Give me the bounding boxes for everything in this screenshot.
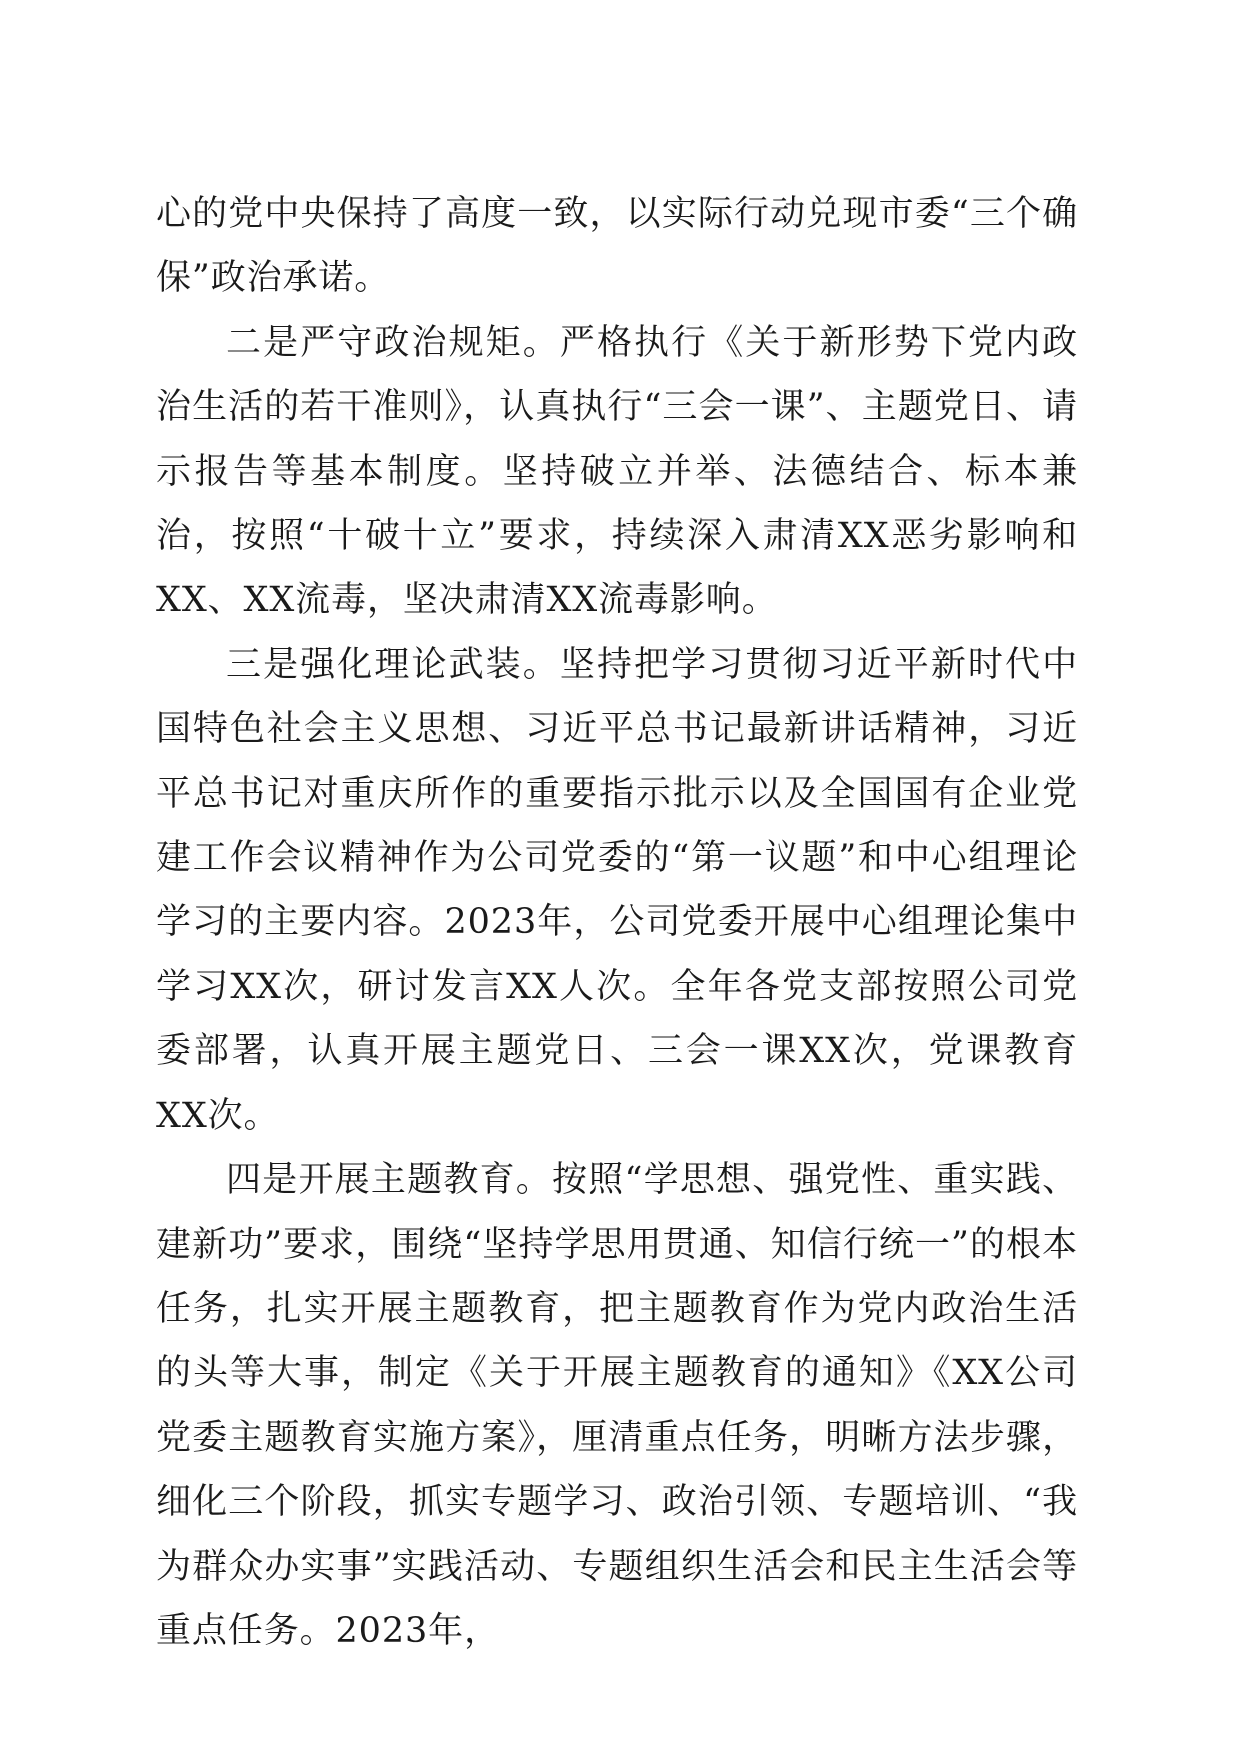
paragraph-political-rules: 二是严守政治规矩。严格执行《关于新形势下党内政治生活的若干准则》，认真执行“三会一课”、主题党日、请示报告等基本制度。坚持破立并举、法德结合、标本兼治，按照“十破十立”要求，持续深入肃清XX恶劣影响和XX、XX流毒，坚决肃清XX流毒影响。 bbox=[156, 322, 1078, 621]
paragraph-theme-education: 四是开展主题教育。按照“学思想、强党性、重实践、建新功”要求，围绕“坚持学思用贯通、知信行统一”的根本任务，扎实开展主题教育，把主题教育作为党内政治生活的头等大事，制定《关于开展主题教育的通知》《XX公司党委主题教育实施方案》，厘清重点任务，明晰方法步骤，细化三个阶段，抓实专题学习、政治引领、专题培训、“我为群众办实事”实践活动、专题组织生活会和民主生活会等重点任务。2023年， bbox=[156, 1160, 1078, 1651]
paragraph-continuation: 心的党中央保持了高度一致，以实际行动兑现市委“三个确保”政治承诺。 bbox=[156, 194, 1078, 299]
document-body bbox=[156, 182, 1078, 1663]
paragraph-theory-study: 三是强化理论武装。坚持把学习贯彻习近平新时代中国特色社会主义思想、习近平总书记最新讲话精神，习近平总书记对重庆所作的重要指示批示以及全国国有企业党建工作会议精神作为公司党委的“第一议题”和中心组理论学习的主要内容。2023年，公司党委开展中心组理论集中学习XX次，研讨发言XX人次。全年各党支部按照公司党委部署，认真开展主题党日、三会一课XX次，党课教育XX次。 bbox=[156, 644, 1078, 1136]
